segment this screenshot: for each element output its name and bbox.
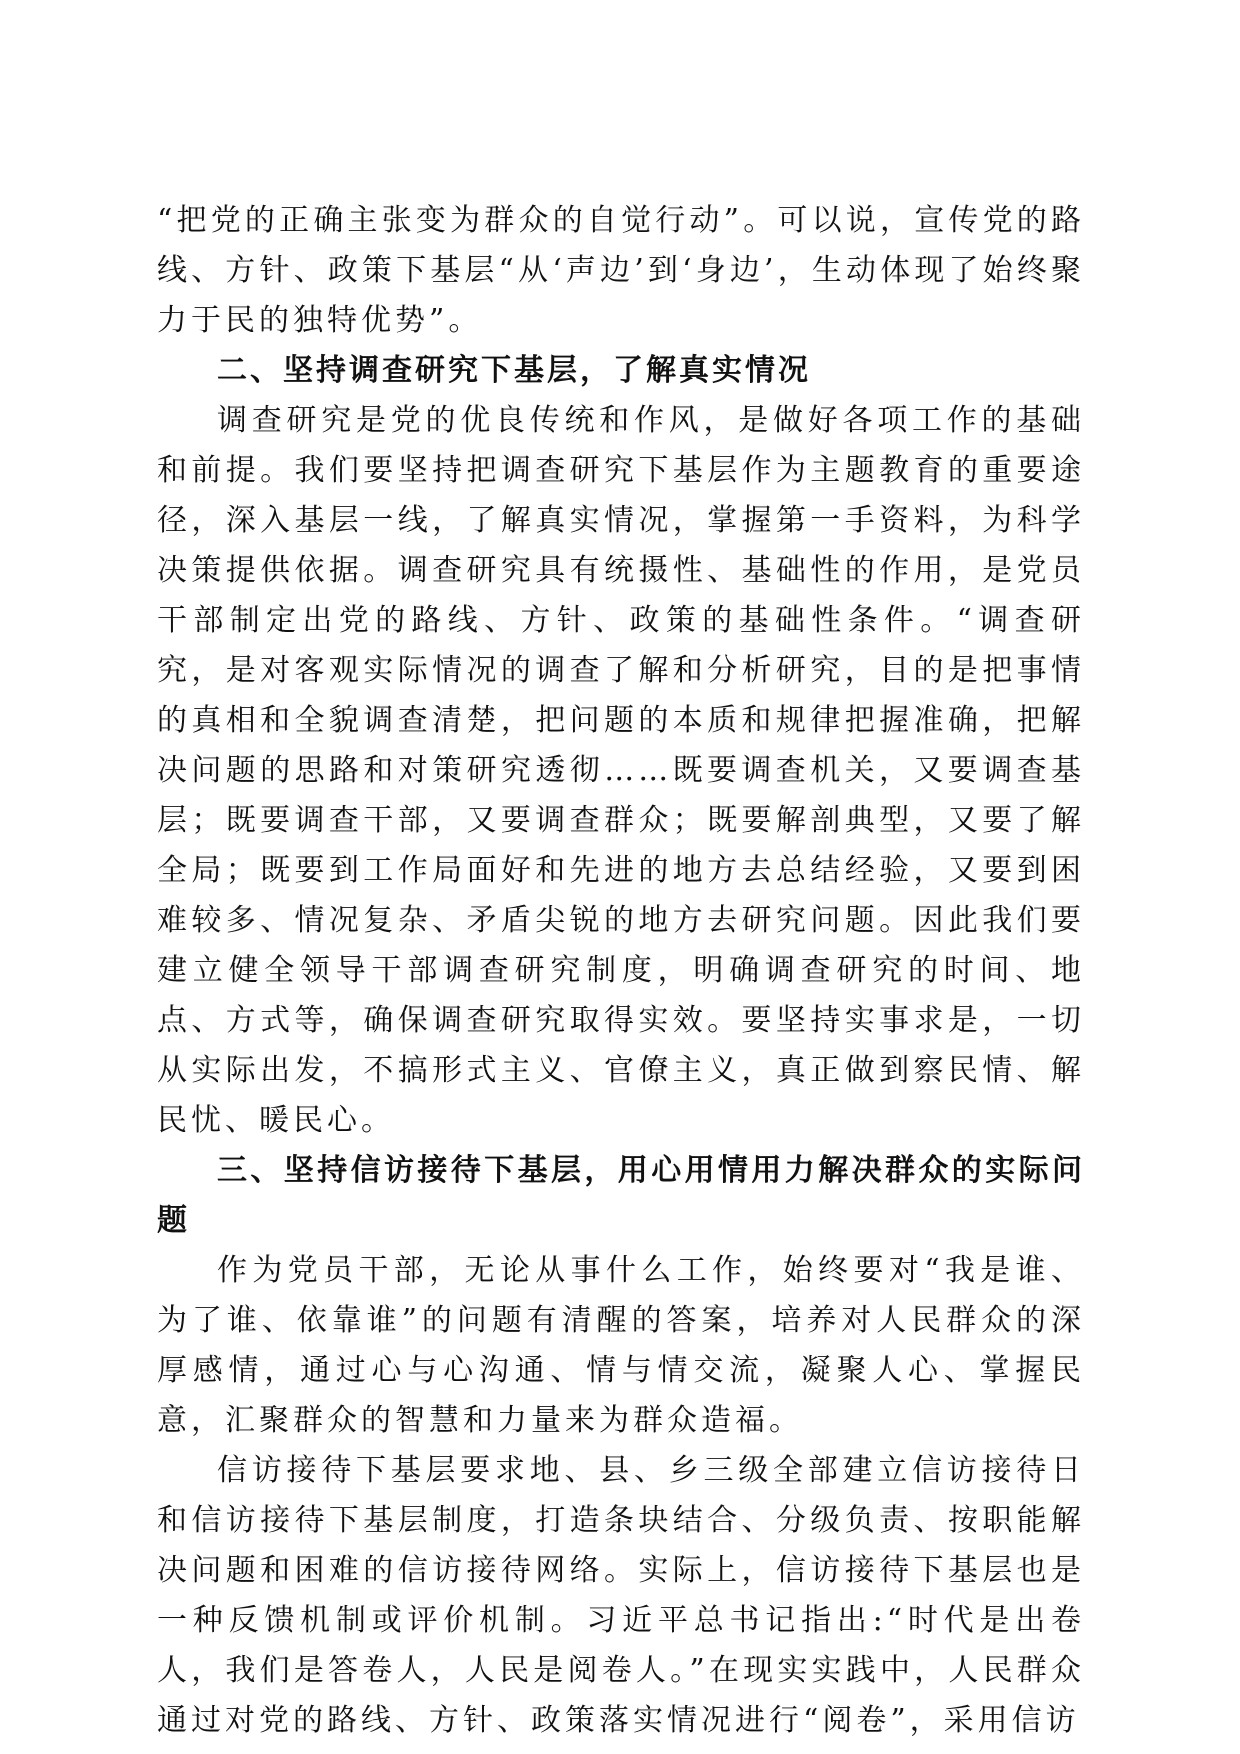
paragraph-research: 调查研究是党的优良传统和作风，是做好各项工作的基础和前提。我们要坚持把调查研究下基层作为主题教育的重要途径，深入基层一线，了解真实情况，掌握第一手资料，为科学决策提供依据。调查研究具有统摄性、基础性的作用，是党员干部制定出党的路线、方针、政策的基础性条件。“调查研究，是对客观实际情况的调查了解和分析研究，目的是把事情的真相和全貌调查清楚，把问题的本质和规律把握准确，把解决问题的思路和对策研究透彻……既要调查机关，又要调查基层；既要调查干部，又要调查群众；既要解剖典型，又要了解全局；既要到工作局面好和先进的地方去总结经验，又要到困难较多、情况复杂、矛盾尖锐的地方去研究问题。因此我们要建立健全领导干部调查研究制度，明确调查研究的时间、地点、方式等，确保调查研究取得实效。要坚持实事求是，一切从实际出发，不搞形式主义、官僚主义，真正做到察民情、解民忧、暖民心。 [157,403,1085,1138]
section-heading-3: 三、坚持信访接待下基层，用心用情用力解决群众的实际问题 [157,1153,1085,1238]
document-body [157,196,1085,1746]
section-heading-2: 二、坚持调查研究下基层，了解真实情况 [217,353,811,388]
paragraph-continuation: “把党的正确主张变为群众的自觉行动”。可以说，宣传党的路线、方针、政策下基层“从‘声边’到‘身边’，生动体现了始终聚力于民的独特优势”。 [157,203,1085,338]
paragraph-petition: 信访接待下基层要求地、县、乡三级全部建立信访接待日和信访接待下基层制度，打造条块结合、分级负责、按职能解决问题和困难的信访接待网络。实际上，信访接待下基层也是一种反馈机制或评价机制。习近平总书记指出:“时代是出卷人，我们是答卷人，人民是阅卷人。”在现实实践中，人民群众通过对党的路线、方针、政策落实情况进行“阅卷”，采用信访 [157,1453,1085,1738]
paragraph-party-members: 作为党员干部，无论从事什么工作，始终要对“我是谁、为了谁、依靠谁”的问题有清醒的答案，培养对人民群众的深厚感情，通过心与心沟通、情与情交流，凝聚人心、掌握民意，汇聚群众的智慧和力量来为群众造福。 [157,1253,1085,1438]
